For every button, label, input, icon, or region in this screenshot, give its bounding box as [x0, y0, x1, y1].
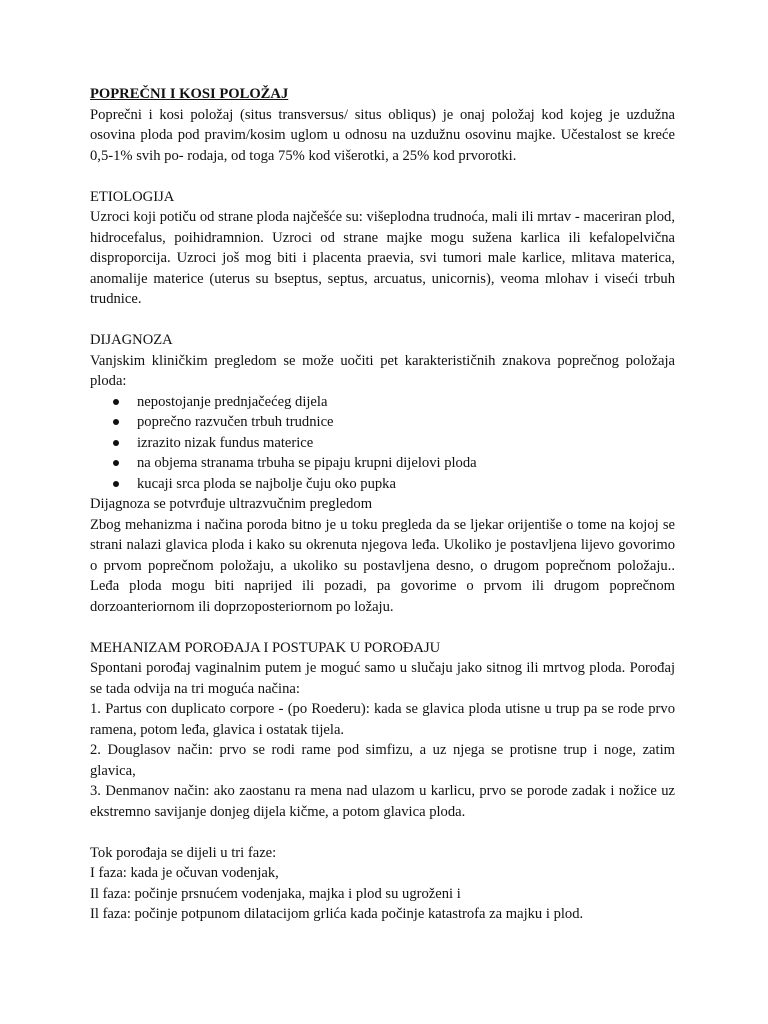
tok-phase-3: Il faza: počinje potpunom dilatacijom grlića kada počinje katastrofa za majku i plod. — [90, 906, 584, 922]
dijagnoza-intro-paragraph: Vanjskim kliničkim pregledom se može uočiti pet karakterističnih znakova poprečnog položaja ploda: — [90, 352, 675, 389]
mehanizam-method-1: 1. Partus con duplicato corpore - (po Roederu): kada se glavica ploda utisne u trup pa se rode prvo ramena, potom leđa, glavica i ostatak tijela. — [90, 701, 675, 738]
spacer — [90, 310, 675, 331]
tok-phase-2: Il faza: počinje prsnućem vodenjaka, majka i plod su ugroženi i — [90, 885, 461, 902]
tok-heading: Tok porođaja se dijeli u tri faze: — [90, 844, 277, 861]
bullet-icon — [113, 419, 119, 425]
etiologija-paragraph: Uzroci koji potiču od strane ploda najčešće su: višeplodna trudnoća, mali ili mrtav - maceriran plod, hidrocefalus, poihidramnion. Uzroci od strane majke mogu sužena karlica ili kefalopelvična disproporcija. Uzroci još mog biti i placenta praevia, svi tumori male karlice, mlitava materica, anomalije materice (uterus su bseptus, septus, arcuatus, unicornis), veoma mlohav i viseći trbuh trudnice. — [90, 209, 675, 307]
bullet-icon — [113, 399, 119, 405]
dijagnoza-paragraph: Zbog mehanizma i načina poroda bitno je u toku pregleda da se ljekar orijentiše o tome na kojoj se strani nalazi glavica ploda i kako su okrenuta njegova leđa. Ukoliko je postavljena lijevo govorimo o prvom poprečnom položaju, a ukoliko su postavljena desno, o drugom poprečnom položaju.. Leđa ploda mogu biti naprijed ili pozadi, pa govorime o prvom ili drugom poprečnom dorzoanteriornom ili doprzoposteriornom po ložaju. — [90, 516, 675, 615]
section-heading-dijagnoza: DIJAGNOZA — [90, 332, 173, 348]
section-heading-mehanizam: MEHANIZAM POROĐAJA I POSTUPAK U POROĐAJU — [90, 639, 441, 656]
mehanizam-method-2: 2. Douglasov način: prvo se rodi rame pod simfizu, a uz njega se protisne trup i noge, zatim glavica, — [90, 742, 675, 779]
dijagnoza-signs-list — [90, 392, 675, 495]
spacer — [90, 617, 675, 638]
tok-phase-1: I faza: kada je očuvan vodenjak, — [90, 865, 279, 881]
dijagnoza-confirm-line: Dijagnoza se potvrđuje ultrazvučnim pregledom — [90, 496, 373, 512]
list-item: nepostojanje prednjačećeg dijela — [90, 392, 675, 413]
list-item: kucaji srca ploda se najbolje čuju oko pupka — [90, 474, 675, 495]
bullet-icon — [113, 440, 119, 446]
bullet-icon — [113, 460, 119, 466]
spacer — [90, 822, 675, 843]
intro-paragraph: Poprečni i kosi položaj (situs transversus/ situs obliqus) je onaj položaj kod kojeg je uzdužna osovina ploda pod pravim/kosim uglom u odnosu na uzdužnu osovinu majke. Učestalost se kreće 0,5-1% svih po- rodaja, od toga 75% kod višerotki, a 25% kod prvorotki. — [90, 106, 675, 164]
section-heading-etiologija: ETIOLOGIJA — [90, 188, 175, 205]
list-item: izrazito nizak fundus materice — [90, 433, 675, 454]
document-title: POPREČNI I KOSI POLOŽAJ — [90, 86, 289, 102]
spacer — [90, 166, 675, 187]
bullet-icon — [113, 481, 119, 487]
mehanizam-method-3: 3. Denmanov način: ako zaostanu ra mena nad ulazom u karlicu, prvo se porode zadak i nožice uz ekstremno savijanje donjeg dijela kičme, a potom glavica ploda. — [90, 783, 675, 820]
document-page — [90, 84, 675, 925]
mehanizam-intro-paragraph: Spontani porođaj vaginalnim putem je moguć samo u slučaju jako sitnog ili mrtvog ploda. Porođaj se tada odvija na tri moguća načina: — [90, 660, 675, 697]
list-item: poprečno razvučen trbuh trudnice — [90, 412, 675, 433]
list-item: na objema stranama trbuha se pipaju krupni dijelovi ploda — [90, 453, 675, 474]
